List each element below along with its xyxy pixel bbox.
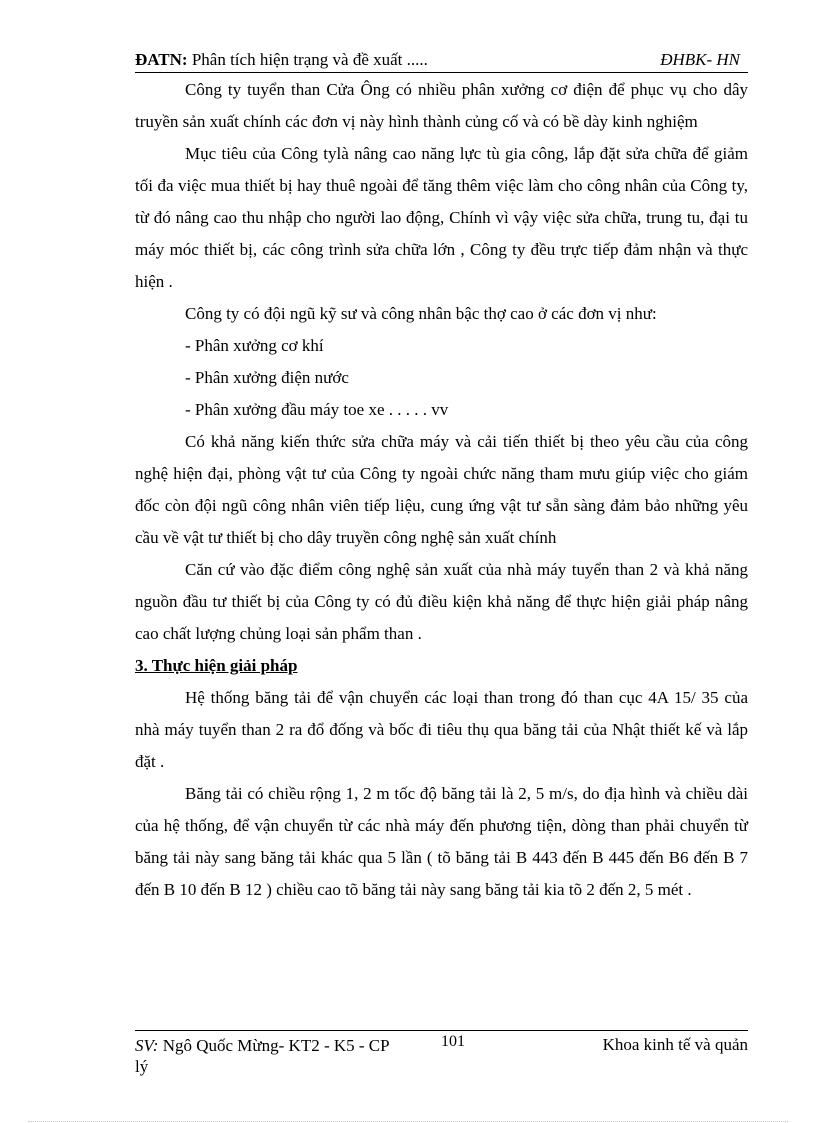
page-header	[135, 48, 748, 73]
paragraph-4: Có khả năng kiến thức sửa chữa máy và cải tiến thiết bị theo yêu cầu của công nghệ hiện đại, phòng vật tư của Công ty ngoài chức năng tham mưu giúp việc cho giám đốc còn đội ngũ công nhân viên tiếp liệu, cung ứng vật tư sẵn sàng đảm bảo những yêu cầu về vật tư thiết bị cho dây truyền công nghệ sản xuất chính	[135, 432, 748, 547]
page-footer	[135, 1030, 748, 1076]
paragraph-7: Băng tải có chiều rộng 1, 2 m tốc độ băng tải là 2, 5 m/s, do địa hình và chiều dài của hệ thống, để vận chuyển từ các nhà máy đến phương tiện, dòng than phải chuyển từ băng tải này sang băng tải khác qua 5 lần ( tõ băng tải B 443 đến B 445 đến B6 đến B 7 đến B 10 đến B 12 ) chiều cao tõ băng tải này sang băng tải kia tõ 2 đến 2, 5 mét .	[135, 784, 748, 899]
footer-student-wrap: lý	[135, 1057, 149, 1076]
list-item: - Phân xưởng cơ khí	[185, 336, 324, 355]
header-label: ĐATN:	[135, 50, 188, 69]
paragraph-6: Hệ thống băng tải để vận chuyển các loại than trong đó than cục 4A 15/ 35 của nhà máy tuyển than 2 ra đổ đống và bốc đi tiêu thụ qua băng tải của Nhật thiết kế và lắp đặt .	[135, 688, 748, 771]
footer-student-name: Ngô Quốc Mừng- KT2 - K5 - CP	[158, 1036, 390, 1055]
paragraph-5: Căn cứ vào đặc điểm công nghệ sản xuất của nhà máy tuyển than 2 và khả năng nguồn đầu tư thiết bị của Công ty có đủ điều kiện khả năng để thực hiện giải pháp nâng cao chất lượng chủng loại sản phẩm than .	[135, 560, 748, 643]
paragraph-3: Công ty có đội ngũ kỹ sư và công nhân bậc thợ cao ở các đơn vị như:	[185, 304, 657, 323]
header-school: ĐHBK- HN	[660, 50, 740, 69]
list-item: - Phân xưởng điện nước	[185, 368, 349, 387]
page-number: 101	[441, 1033, 465, 1050]
header-title-text: Phân tích hiện trạng và đề xuất .....	[187, 50, 428, 69]
paragraph-2: Mục tiêu của Công tylà nâng cao năng lực tù gia công, lắp đặt sửa chữa để giảm tối đa việc mua thiết bị hay thuê ngoài để tăng thêm việc làm cho công nhân của Công ty, từ đó nâng cao thu nhập cho người lao động, Chính vì vậy việc sửa chữa, trung tu, đại tu máy móc thiết bị, các công trình sửa chữa lớn , Công ty đều trực tiếp đảm nhận và thực hiện .	[135, 144, 748, 291]
footer-sv-label: SV:	[135, 1036, 159, 1055]
list-item: - Phân xưởng đầu máy toe xe . . . . . vv	[185, 400, 449, 419]
footer-faculty: Khoa kinh tế và quản	[602, 1035, 748, 1054]
header-title	[135, 50, 428, 70]
section-heading: 3. Thực hiện giải pháp	[135, 656, 298, 675]
footer-student	[135, 1035, 435, 1077]
document-body	[135, 74, 748, 906]
page-bottom-divider	[28, 1121, 788, 1122]
paragraph-1: Công ty tuyển than Cửa Ông có nhiều phân xưởng cơ điện để phục vụ cho dây truyền sản xuất chính các đơn vị này hình thành củng cố và có bề dày kinh nghiệm	[135, 80, 748, 131]
